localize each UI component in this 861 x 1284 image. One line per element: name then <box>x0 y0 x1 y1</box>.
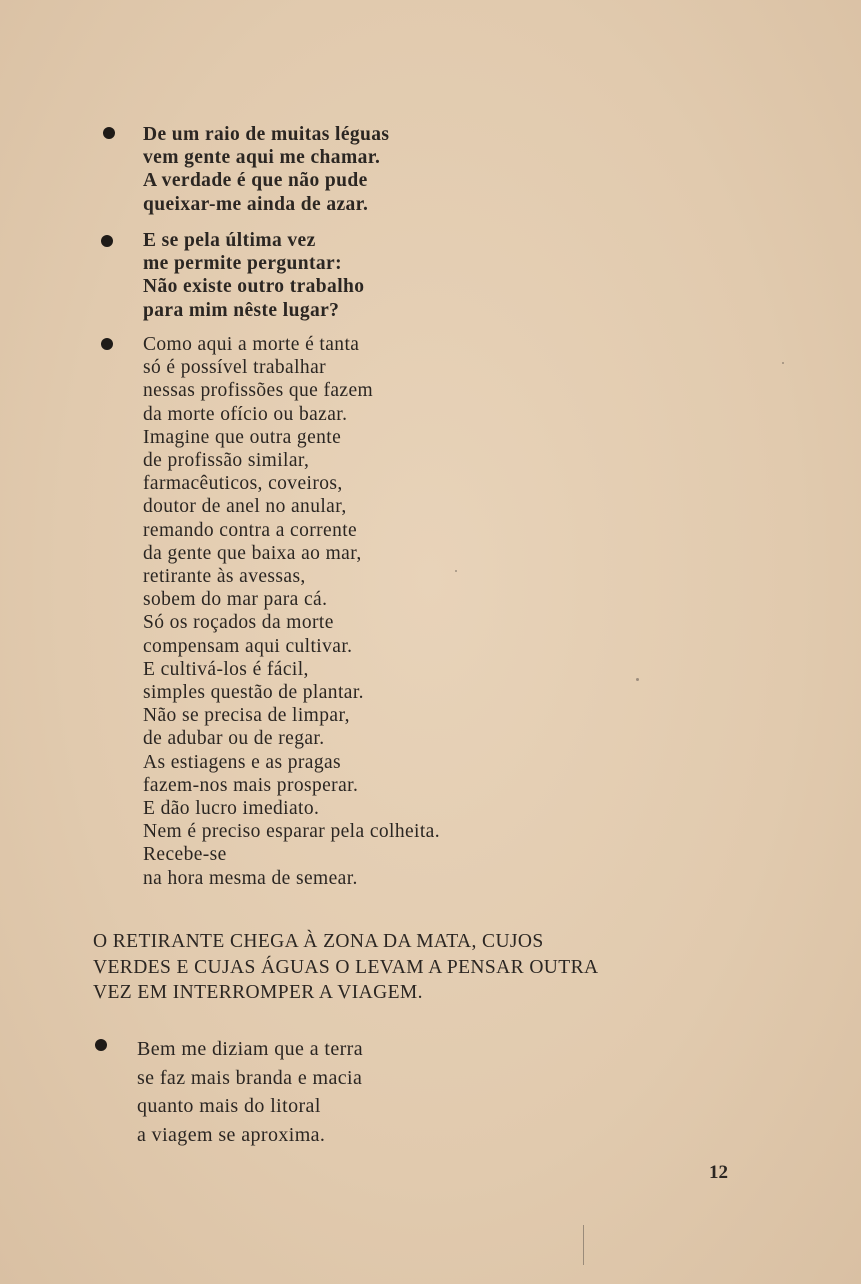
stanza <box>143 333 440 890</box>
verse-line: retirante às avessas, <box>143 566 306 588</box>
verse-line: A verdade é que não pude <box>143 170 368 192</box>
verse-line: Como aqui a morte é tanta <box>143 334 360 355</box>
verse-line: E dão lucro imediato. <box>143 798 320 820</box>
verse-line: doutor de anel no anular, <box>143 496 347 518</box>
paper-speck <box>782 362 784 364</box>
verse-line: só é possível trabalhar <box>143 357 327 379</box>
verse-line: sobem do mar para cá. <box>143 589 328 611</box>
stanza <box>143 123 389 216</box>
verse-line: se faz mais branda e macia <box>137 1066 363 1089</box>
verse-line: da morte ofício ou bazar. <box>143 403 348 425</box>
stanza <box>137 1035 363 1149</box>
verse-line: Bem me diziam que a terra <box>137 1038 364 1060</box>
verse-line: remando contra a corrente <box>143 519 358 541</box>
verse-line: quanto mais do litoral <box>137 1095 321 1117</box>
verse-line: nessas profissões que fazem <box>143 380 374 402</box>
verse-line: Nem é preciso esparar pela colheita. <box>143 821 441 843</box>
paper-speck <box>583 1225 584 1265</box>
verse-line: para mim nêste lugar? <box>143 299 340 321</box>
verse-line: E cultivá-los é fácil, <box>143 658 309 680</box>
paper-speck <box>636 678 639 681</box>
verse-line: de adubar ou de regar. <box>143 728 325 750</box>
verse-line: compensam aqui cultivar. <box>143 635 353 657</box>
verse-line: De um raio de muitas léguas <box>143 124 390 145</box>
verse-line: farmacêuticos, coveiros, <box>143 473 343 495</box>
page-number: 12 <box>709 1162 728 1183</box>
verse-line: fazem-nos mais prosperar. <box>143 774 359 796</box>
stanza-bullet-icon <box>95 1039 107 1051</box>
verse-line: na hora mesma de semear. <box>143 867 358 889</box>
verse-line: simples questão de plantar. <box>143 682 364 704</box>
verse-line: Só os roçados da morte <box>143 612 334 634</box>
heading-line: O RETIRANTE CHEGA À ZONA DA MATA, CUJOS <box>93 931 544 952</box>
verse-line: queixar-me ainda de azar. <box>143 193 369 215</box>
verse-line: Recebe-se <box>143 844 227 866</box>
verse-line: Imagine que outra gente <box>143 426 342 448</box>
verse-line: de profissão similar, <box>143 450 310 472</box>
verse-line: vem gente aqui me chamar. <box>143 147 381 169</box>
paper-speck <box>455 570 457 572</box>
verse-line: As estiagens e as pragas <box>143 751 342 773</box>
stanza-bullet-icon <box>103 127 115 139</box>
stanza-bullet-icon <box>101 235 113 247</box>
verse-line: Não se precisa de limpar, <box>143 705 350 727</box>
verse-line: E se pela última vez <box>143 230 316 251</box>
stanza-bullet-icon <box>101 338 113 350</box>
verse-line: me permite perguntar: <box>143 253 343 275</box>
heading-line: VEZ EM INTERROMPER A VIAGEM. <box>93 982 423 1003</box>
verse-line: da gente que baixa ao mar, <box>143 542 362 564</box>
section-heading <box>93 929 599 1006</box>
verse-line: a viagem se aproxima. <box>137 1123 326 1146</box>
verse-line: Não existe outro trabalho <box>143 276 365 298</box>
stanza <box>143 229 364 322</box>
heading-line: VERDES E CUJAS ÁGUAS O LEVAM A PENSAR OUTRA <box>93 956 599 978</box>
